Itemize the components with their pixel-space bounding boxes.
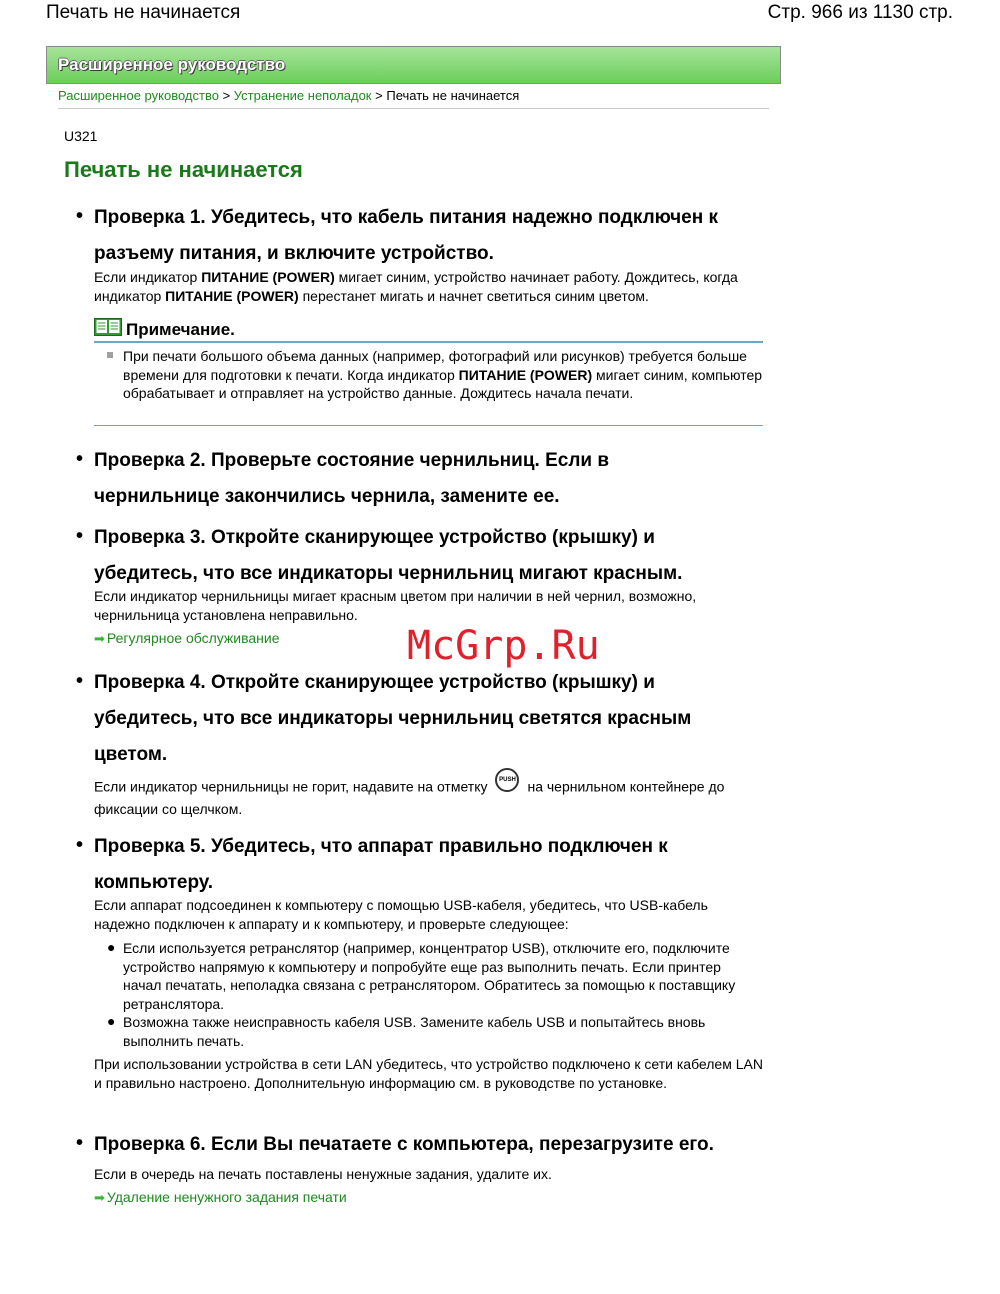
maintenance-link[interactable] <box>94 630 280 647</box>
check-4-text-part: на чернильном контейнере до фиксации со щелчком. <box>94 778 725 817</box>
list-bullet-icon: ● <box>107 1013 116 1029</box>
check-4-text-part: Если индикатор чернильницы не горит, надавите на отметку <box>94 778 488 795</box>
breadcrumb-current: Печать не начинается <box>386 88 520 103</box>
breadcrumb-link-guide[interactable]: Расширенное руководство <box>58 88 219 103</box>
push-mark-icon: PUSH <box>495 768 519 792</box>
bullet-icon: • <box>76 1132 84 1154</box>
power-indicator-label: ПИТАНИЕ (POWER) <box>165 287 299 304</box>
breadcrumb <box>58 88 519 103</box>
watermark: McGrp.Ru <box>407 623 600 669</box>
note-text <box>123 347 763 403</box>
check-1-title: Проверка 1. Убедитесь, что кабель питания надежно подключен к разъему питания, и включите устройство. <box>94 207 719 264</box>
note-text-part: При печати большого объема данных (например, фотографий или рисунков) требуется больше времени для подготовки к печати. Когда индикатор <box>123 348 747 383</box>
bullet-icon: • <box>76 205 84 227</box>
check-4-text <box>94 776 764 819</box>
banner-label: Расширенное руководство <box>58 55 286 74</box>
power-indicator-label: ПИТАНИЕ (POWER) <box>201 269 335 285</box>
check-5-title: Проверка 5. Убедитесь, что аппарат правильно подключен к компьютеру. <box>94 836 668 893</box>
check-1-text-part: перестанет мигать и начнет светиться синим цветом. <box>298 287 649 304</box>
book-icon <box>94 318 122 336</box>
check-2-title: Проверка 2. Проверьте состояние чернильниц. Если в чернильнице закончились чернила, замените ее. <box>94 450 610 507</box>
breadcrumb-separator: > <box>222 88 231 103</box>
note-bottom-rule <box>94 425 763 426</box>
page-code: U321 <box>64 128 98 144</box>
bullet-icon: • <box>76 834 84 856</box>
check-3-text: Если индикатор чернильницы мигает красным цветом при наличии в ней чернил, возможно, чернильница установлена неправильно. <box>94 588 697 623</box>
breadcrumb-link-troubleshooting[interactable]: Устранение неполадок <box>233 88 372 103</box>
page-title: Печать не начинается <box>64 157 303 182</box>
delete-job-link[interactable] <box>94 1189 347 1206</box>
check-5-list-item: Возможна также неисправность кабеля USB. Замените кабель USB и попытайтесь вновь выполнить печать. <box>123 1014 706 1049</box>
check-6-text: Если в очередь на печать поставлены ненужные задания, удалите их. <box>94 1166 552 1182</box>
list-bullet-icon: ● <box>107 939 116 955</box>
maintenance-link-label[interactable]: Регулярное обслуживание <box>106 630 280 646</box>
check-1-text-part: Если индикатор <box>94 269 202 285</box>
bullet-icon: • <box>76 525 84 547</box>
check-5-text: Если аппарат подсоединен к компьютеру с помощью USB-кабеля, убедитесь, что USB-кабель надежно подключен к аппарату и к компьютеру, и проверьте следующее: <box>94 897 708 932</box>
check-4-title: Проверка 4. Откройте сканирующее устройство (крышку) и убедитесь, что все индикаторы чернильниц светятся красным цветом. <box>94 672 692 765</box>
note-text-part: мигает синим, компьютер обрабатывает и отправляет на устройство данные. Дождитесь начала печати. <box>123 366 763 401</box>
check-3-title: Проверка 3. Откройте сканирующее устройство (крышку) и убедитесь, что все индикаторы чернильниц мигают красным. <box>94 527 683 584</box>
check-5-lan-text: При использовании устройства в сети LAN убедитесь, что устройство подключено к сети кабелем LAN и правильно настроено. Дополнительную информацию см. в руководстве по установке. <box>94 1056 763 1091</box>
breadcrumb-separator: > <box>375 88 383 103</box>
bullet-icon: • <box>76 448 84 470</box>
bullet-icon: • <box>76 670 84 692</box>
page-counter: Стр. 966 из 1130 стр. <box>767 2 953 23</box>
check-1-text <box>94 268 764 305</box>
guide-banner <box>46 46 781 84</box>
arrow-right-icon: ➡ <box>94 631 105 646</box>
power-indicator-label: ПИТАНИЕ (POWER) <box>458 366 593 383</box>
note-top-rule <box>94 341 763 343</box>
delete-job-link-label[interactable]: Удаление ненужного задания печати <box>106 1189 347 1205</box>
note-title: Примечание. <box>126 320 235 339</box>
breadcrumb-divider <box>58 108 769 109</box>
document-title: Печать не начинается <box>46 2 241 23</box>
check-1-text-part: мигает синим, устройство начинает работу. Дождитесь, когда индикатор <box>94 269 738 304</box>
arrow-right-icon: ➡ <box>94 1190 105 1205</box>
check-6-title: Проверка 6. Если Вы печатаете с компьютера, перезагрузите его. <box>94 1134 714 1155</box>
check-5-list-item: Если используется ретранслятор (например, концентратор USB), отключите его, подключите устройство напрямую к компьютеру и попробуйте еще раз выполнить печать. Если принтер начал печатать, неполадка связана с ретранслятором. Обратитесь за помощью к поставщику ретранслятора. <box>123 940 736 1012</box>
note-bullet-icon <box>107 352 113 358</box>
